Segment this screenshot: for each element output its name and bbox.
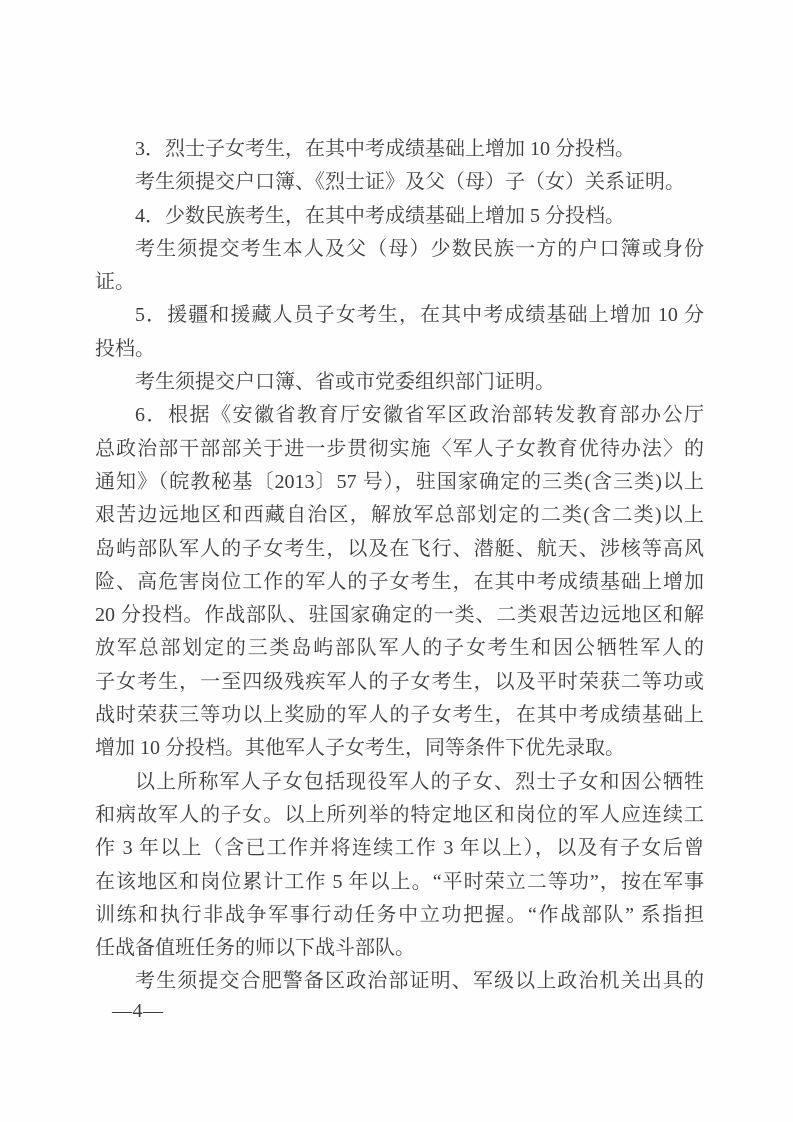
text-line: 增加 10 分投档。其他军人子女考生，同等条件下优先录取。 — [95, 737, 625, 760]
text-line: 考生须提交合肥警备区政治部证明、军级以上政治机关出具的 — [135, 970, 704, 993]
text-line: 子女考生，一至四级残疾军人的子女考生，以及平时荣获二等功或 — [95, 670, 704, 693]
text-line: 险、高危害岗位工作的军人的子女考生，在其中考成绩基础上增加 — [95, 570, 704, 593]
text-line: 艰苦边远地区和西藏自治区，解放军总部划定的二类(含二类)以上 — [95, 504, 704, 527]
text-line: 在该地区和岗位累计工作 5 年以上。“平时荣立二等功”，按在军事 — [95, 870, 704, 893]
text-line: 岛屿部队军人的子女考生，以及在飞行、潜艇、航天、涉核等高风 — [95, 537, 704, 560]
text-line: 投档。 — [95, 337, 155, 360]
text-line: 通知》（皖教秘基〔2013〕57 号），驻国家确定的三类(含三类)以上 — [95, 470, 704, 493]
text-line: 作 3 年以上（含已工作并将连续工作 3 年以上），以及有子女后曾 — [95, 837, 704, 860]
document-body — [95, 133, 704, 999]
text-line: 20 分投档。作战部队、驻国家确定的一类、二类艰苦边远地区和解 — [95, 604, 704, 627]
text-line: 考生须提交户口簿、《烈士证》及父（母）子（女）关系证明。 — [135, 171, 685, 194]
text-line: 任战备值班任务的师以下战斗部队。 — [95, 937, 415, 960]
text-line: 和病故军人的子女。以上所列举的特定地区和岗位的军人应连续工 — [95, 803, 704, 826]
text-line: 6．根据《安徽省教育厅安徽省军区政治部转发教育部办公厅 — [135, 404, 704, 427]
text-line: 证。 — [95, 271, 135, 294]
text-line: 考生须提交户口簿、省或市党委组织部门证明。 — [135, 371, 555, 394]
text-line: 训练和执行非战争军事行动任务中立功把握。“作战部队” 系指担 — [95, 903, 704, 926]
text-line: 战时荣获三等功以上奖励的军人的子女考生，在其中考成绩基础上 — [95, 704, 704, 727]
text-line: 考生须提交考生本人及父（母）少数民族一方的户口簿或身份 — [135, 237, 704, 260]
text-line: 总政治部干部部关于进一步贯彻实施〈军人子女教育优待办法〉的 — [95, 437, 704, 460]
text-line: 4．少数民族考生，在其中考成绩基础上增加 5 分投档。 — [135, 204, 625, 227]
text-line: 3．烈士子女考生，在其中考成绩基础上增加 10 分投档。 — [135, 138, 635, 160]
text-line: 放军总部划定的三类岛屿部队军人的子女考生和因公牺牲军人的 — [95, 637, 704, 660]
text-line: 以上所称军人子女包括现役军人的子女、烈士子女和因公牺牲 — [135, 770, 704, 793]
text-line: 5．援疆和援藏人员子女考生，在其中考成绩基础上增加 10 分 — [135, 304, 704, 327]
page-number: —4— — [112, 1000, 164, 1022]
